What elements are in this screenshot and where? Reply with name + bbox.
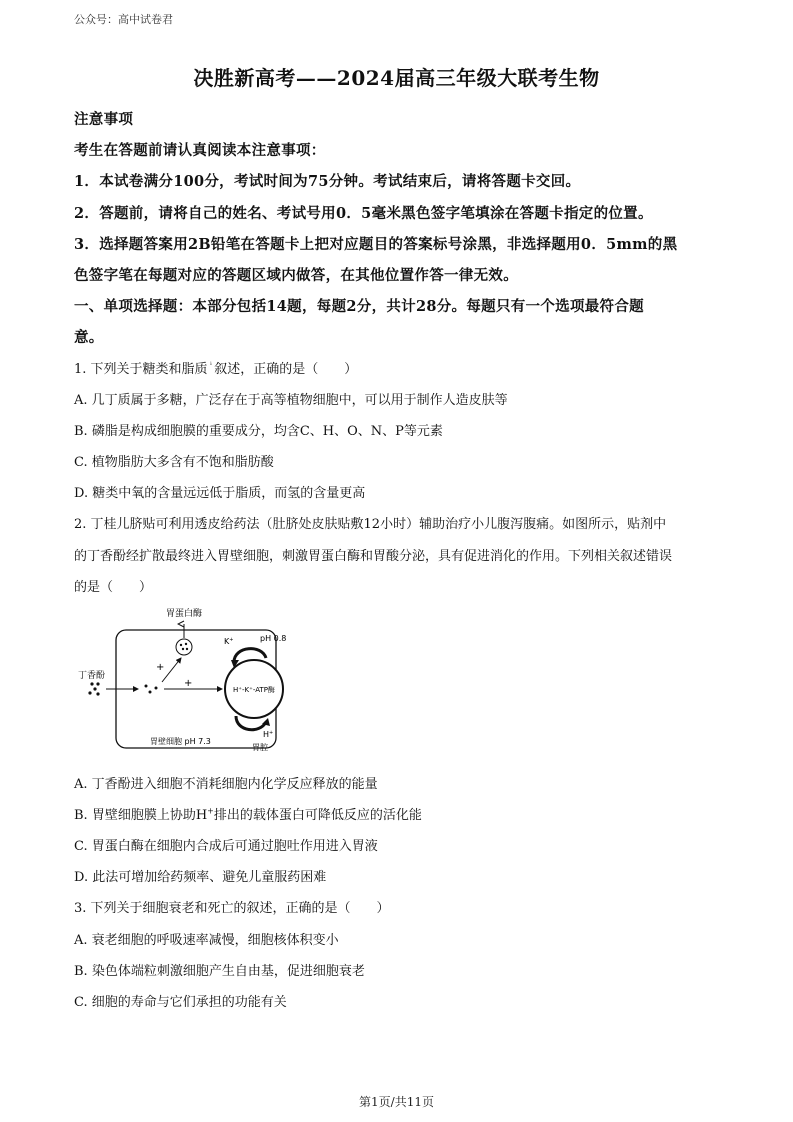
q1-option-c: C. 植物脂肪大多含有不饱和脂肪酸 <box>74 455 274 470</box>
exam-title: 决胜新高考——2024届高三年级大联考生物 <box>193 66 600 90</box>
q2-option-c: C. 胃蛋白酶在细胞内合成后可通过胞吐作用进入胃液 <box>74 839 378 854</box>
section-heading-line2: 意。 <box>74 329 104 346</box>
q3-stem: 3. 下列关于细胞衰老和死亡的叙述，正确的是（ ） <box>74 901 390 916</box>
q1-option-b: B. 磷脂是构成细胞膜的重要成分，均含C、H、O、N、P等元素 <box>74 424 443 439</box>
svg-text:K+: K+ <box>224 637 234 646</box>
plus-sign-1: + <box>156 662 165 673</box>
lumen-label: 胃腔 <box>252 743 268 752</box>
eugenol-molecules-outside <box>88 682 99 695</box>
svg-text:H+: H+ <box>263 730 274 739</box>
q3-option-c: C. 细胞的寿命与它们承担的功能有关 <box>74 995 287 1010</box>
q2-stem-line3: 的是（ ） <box>74 580 153 595</box>
q1-stem-pre: 1. 下列关于糖类和脂质 <box>74 362 208 377</box>
q2-stem-line2: 的丁香酚经扩散最终进入胃壁细胞，刺激胃蛋白酶和胃酸分泌，具有促进消化的作用。下列相关叙述错误 <box>74 549 673 564</box>
q2-option-d: D. 此法可增加给药频率、避免儿童服药困难 <box>74 870 327 885</box>
gastric-cell-figure <box>78 600 304 760</box>
q1-stem <box>74 358 357 377</box>
k-ion-label: K <box>224 637 230 646</box>
plus-sign-2: + <box>184 678 193 689</box>
ph-top-label: pH 0.8 <box>260 634 287 643</box>
stray-mark: ⁱ <box>207 360 215 370</box>
q1-stem-post: 叙述，正确的是（ ） <box>214 362 358 377</box>
pepsin-label: 胃蛋白酶 <box>165 609 203 619</box>
page-footer: 第1页/共11页 <box>359 1095 434 1109</box>
q2-option-a: A. 丁香酚进入细胞不消耗细胞内化学反应释放的能量 <box>74 777 378 792</box>
eugenol-molecules-inside <box>145 685 158 694</box>
notice-item-1: 1．本试卷满分100分，考试时间为75分钟。考试结束后，请将答题卡交回。 <box>74 173 581 190</box>
q1-option-d: D. 糖类中氧的含量远远低于脂质，而氢的含量更高 <box>74 486 366 501</box>
pump-label: H⁺-K⁺-ATP酶 <box>233 686 275 694</box>
notice-item-3-line1: 3．选择题答案用2B铅笔在答题卡上把对应题目的答案标号涂黑，非选择题用0．5mm的黑 <box>74 236 678 253</box>
notice-intro: 考生在答题前请认真阅读本注意事项： <box>74 142 326 159</box>
q3-option-b: B. 染色体端粒刺激细胞产生自由基，促进细胞衰老 <box>74 964 365 979</box>
q3-option-a: A. 衰老细胞的呼吸速率减慢，细胞核体积变小 <box>74 933 339 948</box>
notice-heading: 注意事项 <box>74 111 134 128</box>
cell-ph-label: 胃壁细胞 pH 7.3 <box>150 737 211 746</box>
notice-item-2: 2．答题前，请将自己的姓名、考试号用0．5毫米黑色签字笔填涂在答题卡指定的位置。 <box>74 205 653 222</box>
q2-option-b: B. 胃壁细胞膜上协助H+排出的载体蛋白可降低反应的活化能 <box>74 806 422 823</box>
notice-item-3-line2: 色签字笔在每题对应的答题区域内做答，在其他位置作答一律无效。 <box>74 267 518 284</box>
h-ion-label: H <box>263 730 270 739</box>
eugenol-label: 丁香酚 <box>78 671 106 681</box>
pepsin-vesicle <box>176 639 192 655</box>
q2-option-b-post: 排出的载体蛋白可降低反应的活化能 <box>213 808 422 823</box>
page-header: 公众号：高中试卷君 <box>74 13 173 26</box>
q2-stem-line1: 2. 丁桂儿脐贴可利用透皮给药法（肚脐处皮肤贴敷12小时）辅助治疗小儿腹泻腹痛。如图所示，贴剂中 <box>74 517 667 532</box>
q2-option-b-pre: B. 胃壁细胞膜上协助H <box>74 808 208 823</box>
q1-option-a: A. 几丁质属于多糖，广泛存在于高等植物细胞中，可以用于制作人造皮肤等 <box>74 393 508 408</box>
section-heading-line1: 一、单项选择题：本部分包括14题，每题2分，共计28分。每题只有一个选项最符合题 <box>74 298 644 315</box>
